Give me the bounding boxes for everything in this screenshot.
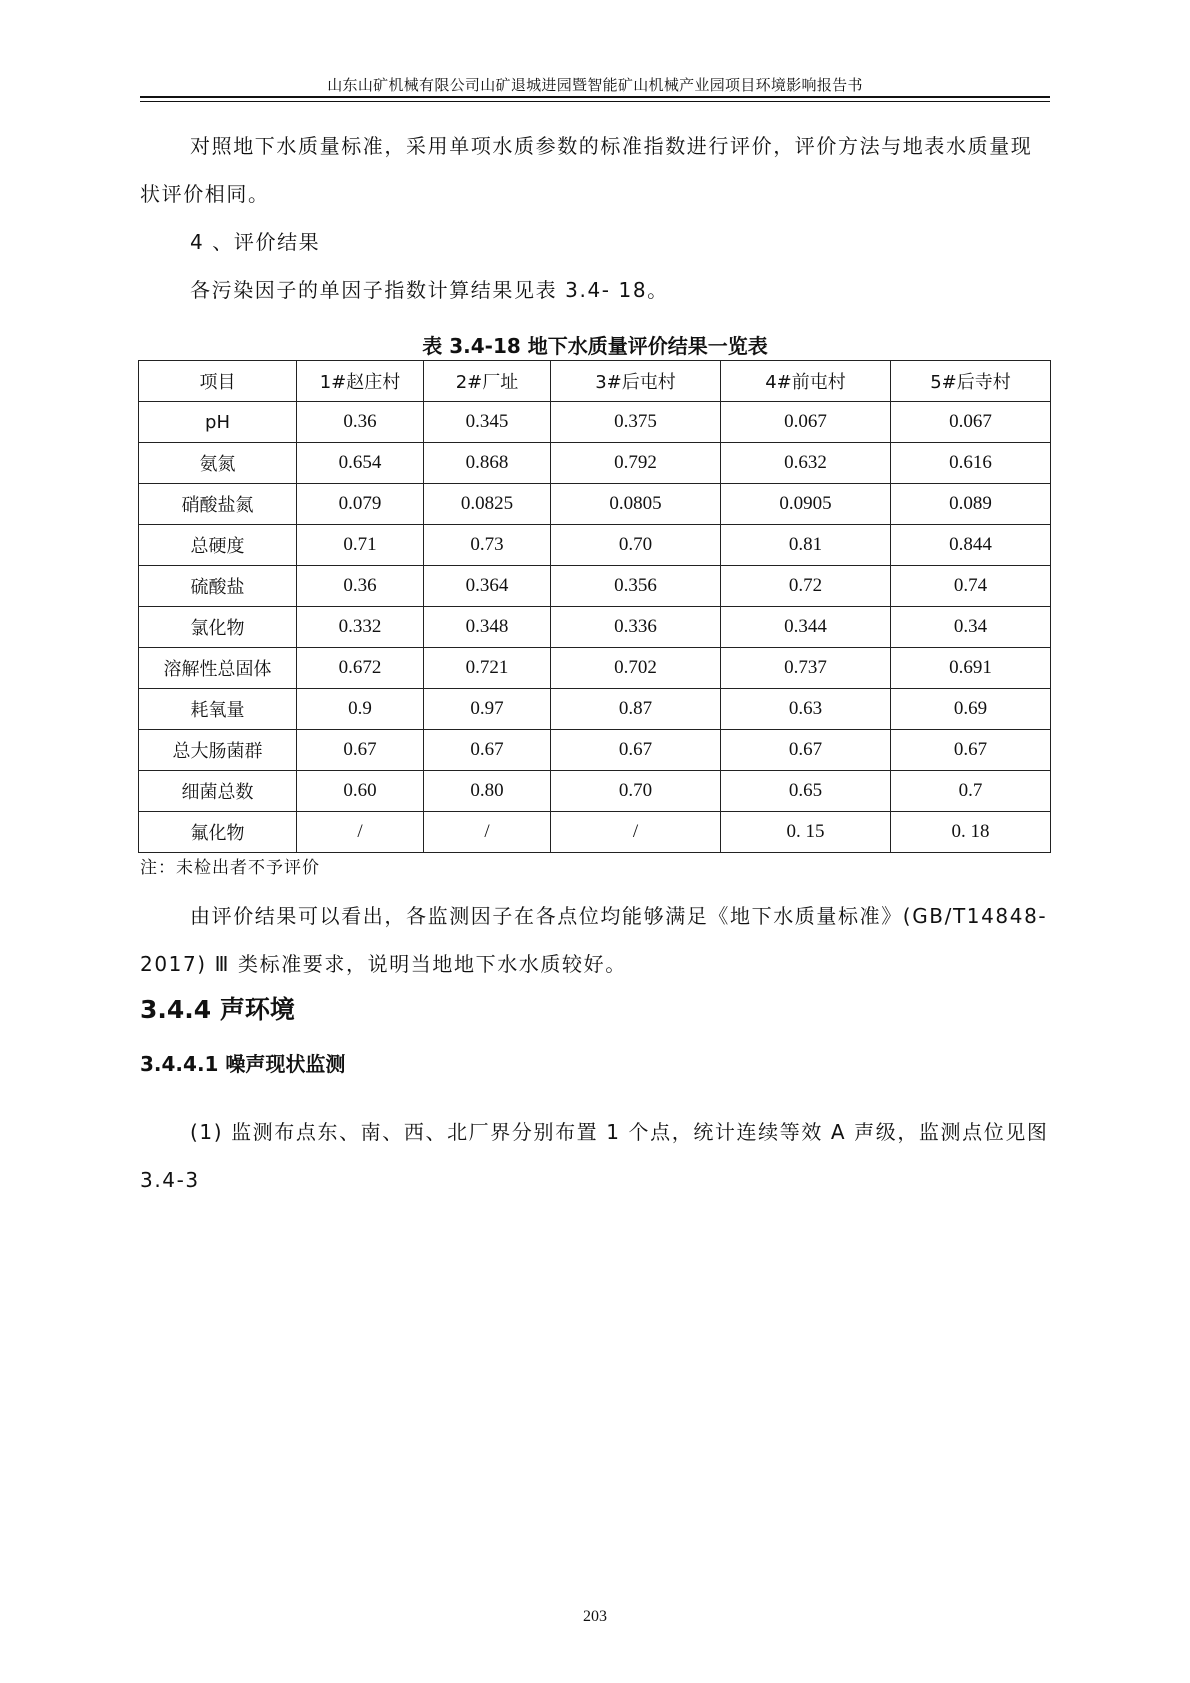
value-cell: 0.80: [424, 771, 551, 812]
value-cell: 0.356: [551, 566, 721, 607]
row-label-cell: 溶解性总固体: [139, 648, 297, 689]
value-cell: 0.97: [424, 689, 551, 730]
value-cell: /: [424, 812, 551, 853]
value-cell: 0.079: [297, 484, 424, 525]
header-cell: 项目: [139, 361, 297, 402]
value-cell: 0.375: [551, 402, 721, 443]
table-row: [139, 648, 1051, 689]
value-cell: 0.67: [721, 730, 891, 771]
value-cell: 0.691: [891, 648, 1051, 689]
value-cell: 0.74: [891, 566, 1051, 607]
value-cell: 0.616: [891, 443, 1051, 484]
table-row: [139, 607, 1051, 648]
value-cell: 0.336: [551, 607, 721, 648]
value-cell: 0.69: [891, 689, 1051, 730]
value-cell: 0.73: [424, 525, 551, 566]
row-label-cell: pH: [139, 402, 297, 443]
value-cell: 0.60: [297, 771, 424, 812]
value-cell: 0.65: [721, 771, 891, 812]
table-row: [139, 689, 1051, 730]
header-rule-thick: [140, 96, 1050, 98]
section-heading: 3.4.4 声环境: [140, 995, 295, 1024]
value-cell: 0.737: [721, 648, 891, 689]
table-note: 注：未检出者不予评价: [140, 858, 320, 878]
evaluation-method-paragraph: 对照地下水质量标准，采用单项水质参数的标准指数进行评价，评价方法与地表水质量现状评价相同。: [140, 134, 1033, 206]
row-label-cell: 总硬度: [139, 525, 297, 566]
table-row: [139, 443, 1051, 484]
value-cell: 0.654: [297, 443, 424, 484]
value-cell: 0.089: [891, 484, 1051, 525]
value-cell: 0.348: [424, 607, 551, 648]
row-label-cell: 氨氮: [139, 443, 297, 484]
value-cell: 0.792: [551, 443, 721, 484]
table-caption: 表 3.4-18 地下水质量评价结果一览表: [422, 334, 768, 358]
value-cell: 0.868: [424, 443, 551, 484]
table-row: [139, 525, 1051, 566]
value-cell: 0.87: [551, 689, 721, 730]
value-cell: 0.344: [721, 607, 891, 648]
value-cell: 0.67: [891, 730, 1051, 771]
conclusion-paragraph: 由评价结果可以看出，各监测因子在各点位均能够满足《地下水质量标准》(GB/T14848-2017) Ⅲ 类标准要求，说明当地地下水水质较好。: [140, 904, 1048, 976]
header-cell: 4#前屯村: [721, 361, 891, 402]
header-cell: 5#后寺村: [891, 361, 1051, 402]
header-cell: 1#赵庄村: [297, 361, 424, 402]
value-cell: 0.721: [424, 648, 551, 689]
value-cell: 0.844: [891, 525, 1051, 566]
row-label-cell: 耗氧量: [139, 689, 297, 730]
row-label-cell: 细菌总数: [139, 771, 297, 812]
value-cell: 0.67: [551, 730, 721, 771]
subsection-heading: 3.4.4.1 噪声现状监测: [140, 1052, 346, 1076]
value-cell: 0.332: [297, 607, 424, 648]
value-cell: 0.632: [721, 443, 891, 484]
table-header-row: [139, 361, 1051, 402]
value-cell: 0. 18: [891, 812, 1051, 853]
table-row: [139, 771, 1051, 812]
value-cell: 0.9: [297, 689, 424, 730]
value-cell: 0.34: [891, 607, 1051, 648]
value-cell: 0.7: [891, 771, 1051, 812]
value-cell: 0.70: [551, 771, 721, 812]
value-cell: 0.0805: [551, 484, 721, 525]
row-label-cell: 氯化物: [139, 607, 297, 648]
row-label-cell: 氟化物: [139, 812, 297, 853]
table-row: [139, 484, 1051, 525]
evaluation-results-item: 4 、评价结果: [190, 230, 321, 254]
table-reference-paragraph: 各污染因子的单因子指数计算结果见表 3.4- 18。: [190, 278, 669, 302]
value-cell: 0.81: [721, 525, 891, 566]
value-cell: 0.36: [297, 402, 424, 443]
table-row: [139, 566, 1051, 607]
value-cell: 0.067: [721, 402, 891, 443]
value-cell: 0.364: [424, 566, 551, 607]
value-cell: 0.70: [551, 525, 721, 566]
row-label-cell: 硫酸盐: [139, 566, 297, 607]
header-cell: 2#厂址: [424, 361, 551, 402]
row-label-cell: 硝酸盐氮: [139, 484, 297, 525]
header-cell: 3#后屯村: [551, 361, 721, 402]
header-rule-thin: [140, 101, 1050, 102]
table-row: [139, 402, 1051, 443]
value-cell: 0.63: [721, 689, 891, 730]
groundwater-quality-table: [138, 360, 1051, 853]
table-row: [139, 812, 1051, 853]
value-cell: 0.345: [424, 402, 551, 443]
value-cell: /: [297, 812, 424, 853]
value-cell: 0.72: [721, 566, 891, 607]
value-cell: 0.36: [297, 566, 424, 607]
value-cell: 0.702: [551, 648, 721, 689]
value-cell: 0.0825: [424, 484, 551, 525]
value-cell: 0.672: [297, 648, 424, 689]
value-cell: 0.67: [424, 730, 551, 771]
monitoring-layout-paragraph: (1) 监测布点东、南、西、北厂界分别布置 1 个点，统计连续等效 A 声级，监测点位见图 3.4-3: [140, 1120, 1049, 1192]
row-label-cell: 总大肠菌群: [139, 730, 297, 771]
page-number: 203: [583, 1608, 607, 1625]
value-cell: /: [551, 812, 721, 853]
value-cell: 0.67: [297, 730, 424, 771]
value-cell: 0.067: [891, 402, 1051, 443]
running-header: 山东山矿机械有限公司山矿退城进园暨智能矿山机械产业园项目环境影响报告书: [327, 76, 863, 94]
value-cell: 0. 15: [721, 812, 891, 853]
value-cell: 0.71: [297, 525, 424, 566]
value-cell: 0.0905: [721, 484, 891, 525]
table-row: [139, 730, 1051, 771]
